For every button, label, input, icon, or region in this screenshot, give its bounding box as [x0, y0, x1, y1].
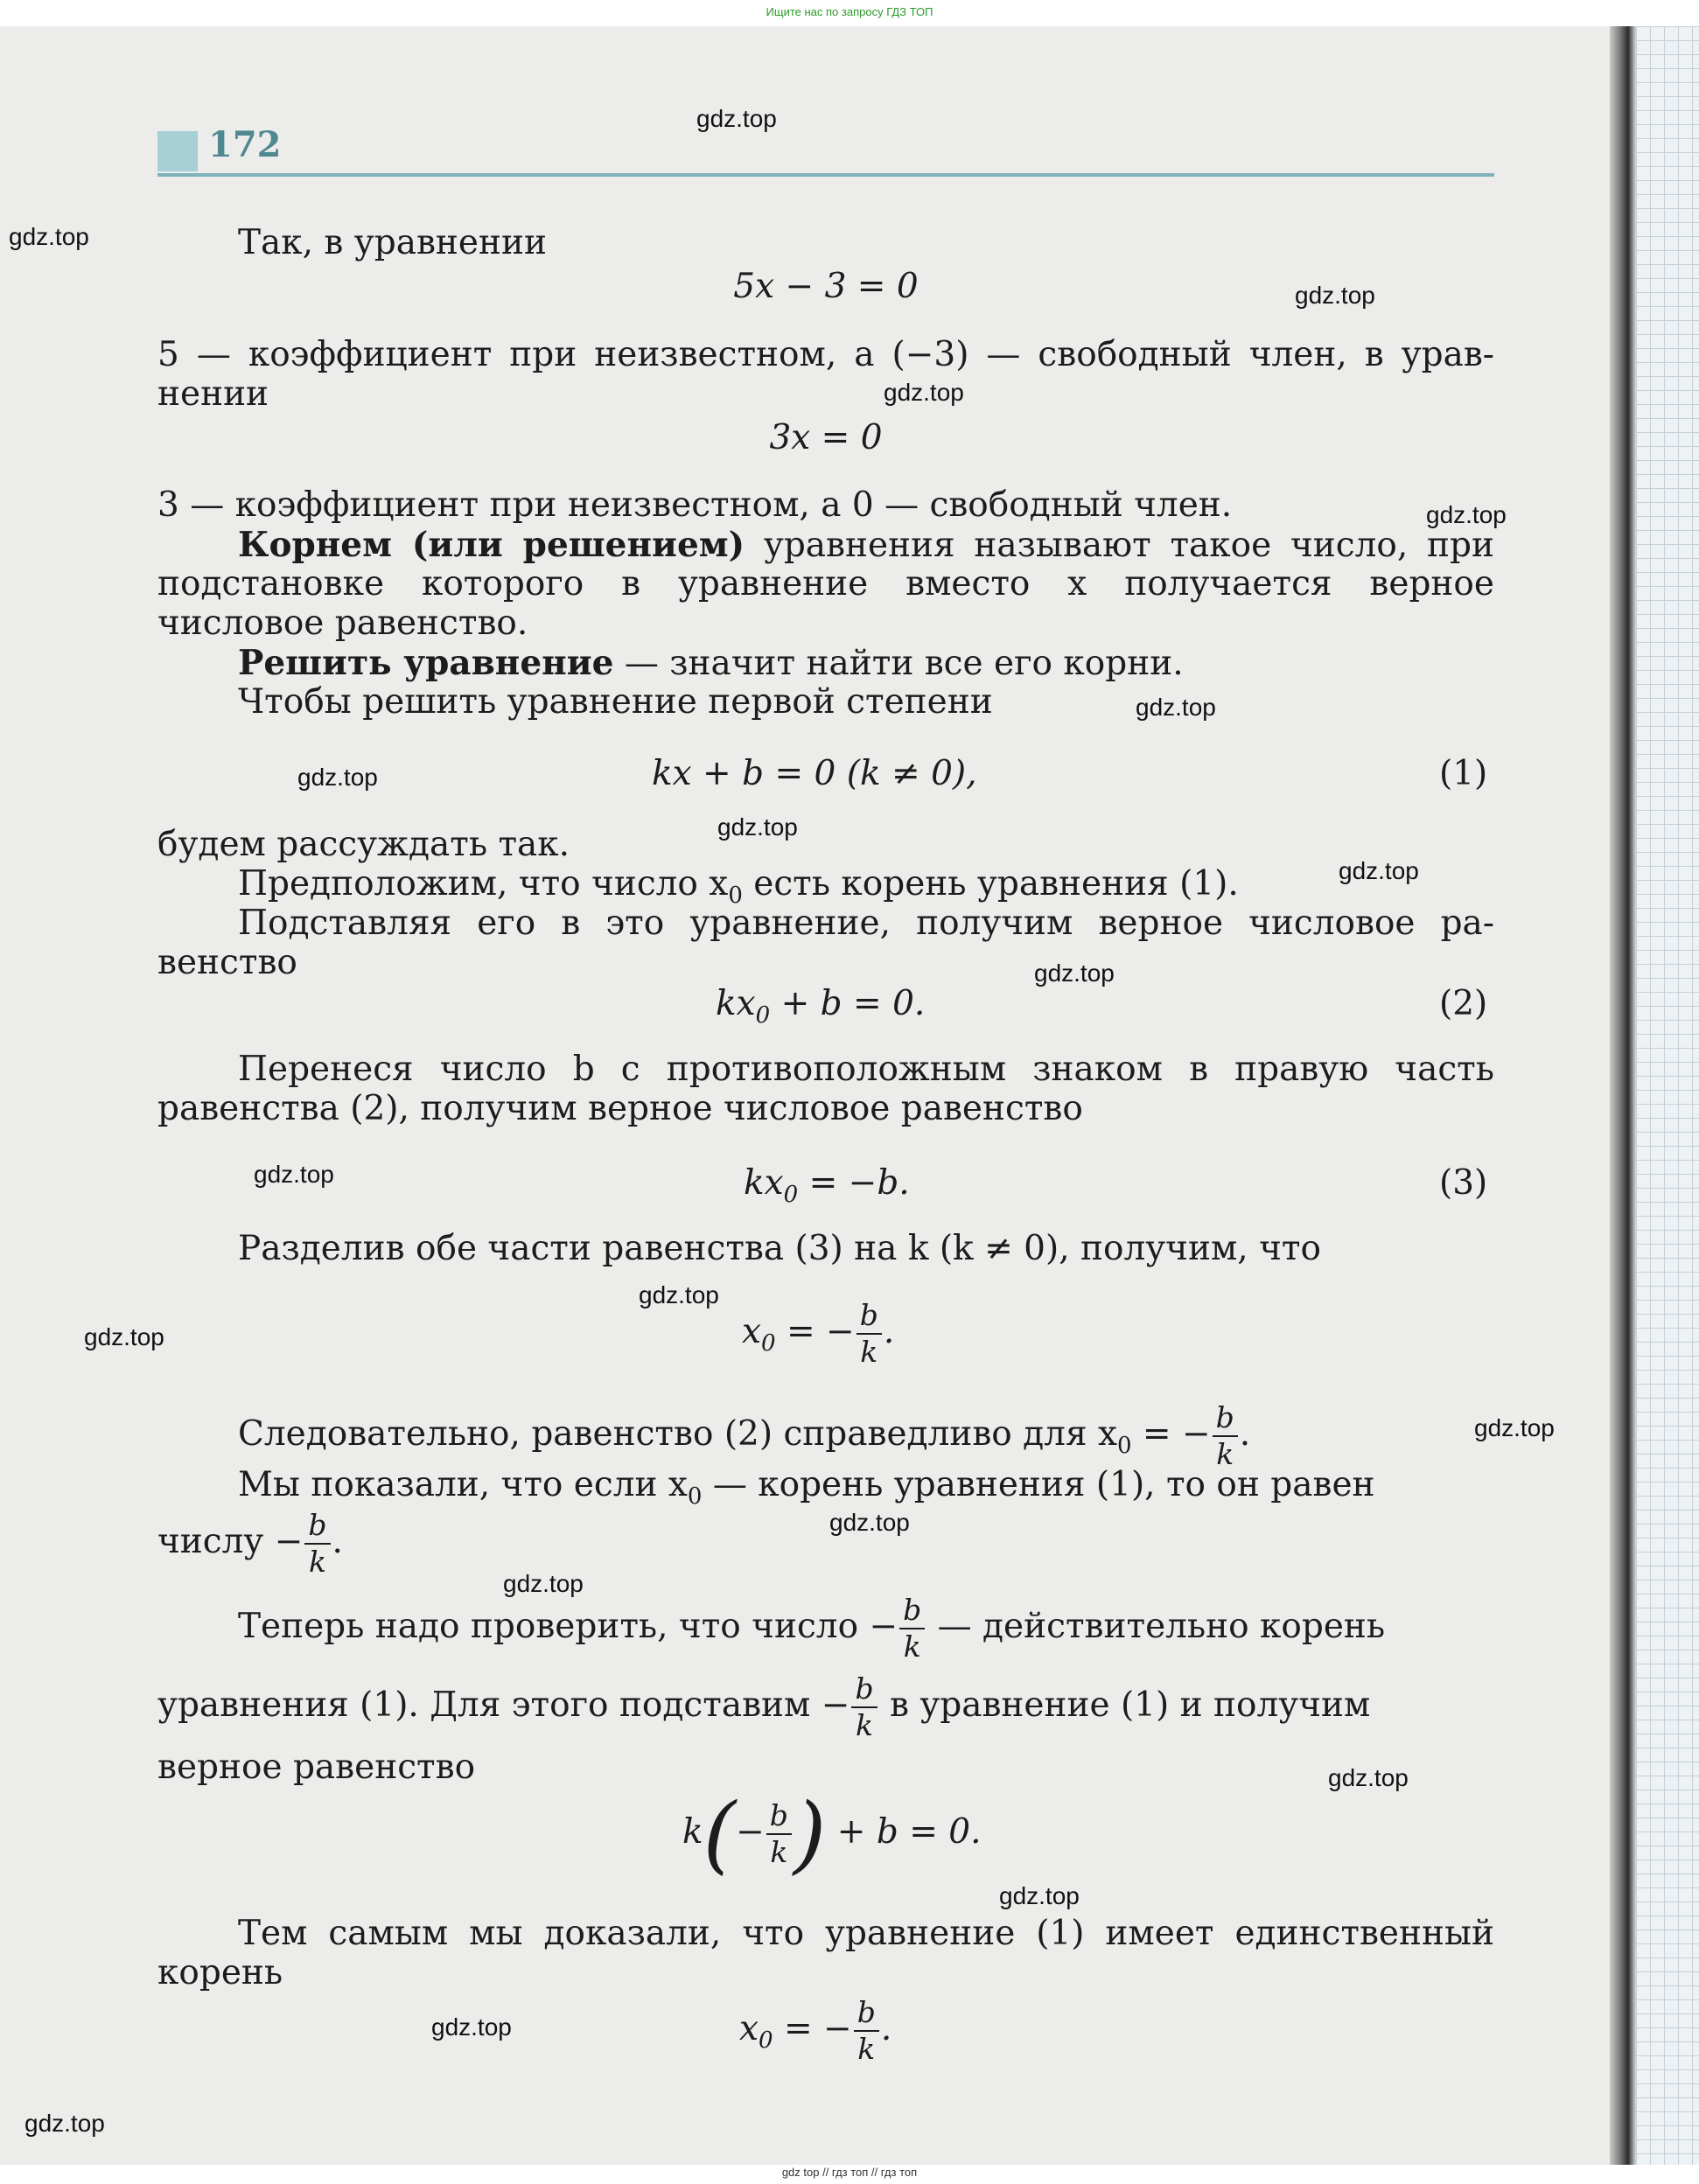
eq5-part-b: = −b.: [798, 1163, 910, 1203]
text-line-13: венство: [157, 943, 297, 982]
watermark: gdz.top: [639, 1281, 719, 1308]
equation-7: [682, 1784, 982, 1883]
equation-4: [716, 984, 925, 1036]
line-18-subscript: 0: [687, 1483, 703, 1510]
fraction-b-over-k: [851, 1671, 877, 1743]
eq6-subscript: 0: [761, 1329, 776, 1357]
eq7-k: k: [682, 1812, 703, 1852]
text-line-20: [238, 1587, 1385, 1666]
watermark: gdz.top: [1034, 959, 1115, 987]
watermark: gdz.top: [999, 1882, 1080, 1909]
watermark: gdz.top: [254, 1161, 334, 1188]
line-17-subscript: 0: [1116, 1432, 1132, 1459]
equation-3-number: (1): [1439, 754, 1488, 793]
line-17-period: .: [1239, 1414, 1251, 1454]
text-line-9: Чтобы решить уравнение первой степени: [238, 682, 993, 722]
eq8-subscript: 0: [759, 2027, 773, 2054]
text-line-7: числовое равенство.: [157, 604, 528, 643]
eq5-part-a: kx: [744, 1163, 784, 1203]
watermark: gdz.top: [717, 813, 798, 841]
page-edge-shadow: [1610, 26, 1636, 2165]
equation-8: [739, 1990, 891, 2080]
eq4-subscript: 0: [755, 1001, 771, 1029]
page-number-marker: [157, 131, 198, 171]
bottom-note: gdz top // гдз топ // гдз топ: [781, 2166, 918, 2179]
fraction-denominator: k: [851, 1706, 877, 1743]
watermark: gdz.top: [829, 1509, 910, 1536]
line-20-part-a: Теперь надо проверить, что число −: [238, 1607, 898, 1646]
eq6-equals-minus: = −: [775, 1312, 855, 1351]
fraction-numerator: b: [856, 1995, 876, 2029]
equation-5-number: (3): [1439, 1163, 1488, 1203]
eq6-x: x: [742, 1312, 761, 1351]
eq5-subscript: 0: [783, 1181, 799, 1208]
text-line-3: нении: [157, 374, 269, 414]
line-18-part-b: — корень уравнения (1), то он равен: [702, 1465, 1375, 1504]
fraction-b-over-k: [304, 1508, 330, 1580]
top-search-note: Ищите нас по запросу ГДЗ ТОП: [766, 5, 933, 18]
eq8-x: x: [739, 2009, 759, 2048]
watermark: gdz.top: [1328, 1764, 1409, 1791]
watermark: gdz.top: [696, 105, 777, 132]
watermark: gdz.top: [24, 2110, 105, 2137]
text-line-19: [157, 1503, 343, 1581]
line-17-part-a: Следовательно, равенство (2) справедливо для x: [238, 1414, 1117, 1454]
watermark: gdz.top: [9, 223, 89, 250]
fraction-denominator: k: [766, 1833, 792, 1870]
watermark: gdz.top: [297, 764, 378, 791]
eq7-right-paren: ): [793, 1785, 827, 1883]
equation-5: [744, 1163, 910, 1215]
fraction-denominator: k: [854, 2030, 879, 2067]
text-line-24: корень: [157, 1953, 283, 1992]
fraction-b-over-k: [854, 1995, 879, 2067]
text-line-22: верное равенство: [157, 1748, 476, 1787]
watermark: gdz.top: [431, 2013, 512, 2041]
eq7-minus: −: [736, 1812, 765, 1852]
fraction-denominator: k: [856, 1333, 882, 1370]
fraction-numerator: b: [308, 1508, 327, 1542]
fraction-b-over-k: [856, 1298, 882, 1370]
fraction-numerator: b: [769, 1798, 788, 1832]
definition-root-rest: уравнения называют такое число, при: [745, 526, 1494, 565]
line-19-part-a: числу −: [157, 1522, 304, 1561]
watermark: gdz.top: [1426, 501, 1507, 528]
watermark: gdz.top: [84, 1323, 164, 1350]
eq8-period: .: [880, 2009, 892, 2048]
text-line-23: Тем самым мы доказали, что уравнение (1) имеет единственный: [238, 1914, 1494, 1953]
watermark: gdz.top: [1474, 1414, 1555, 1441]
text-line-15: равенства (2), получим верное числовое равенство: [157, 1089, 1083, 1128]
fraction-numerator: b: [1215, 1400, 1234, 1434]
line-20-part-b: — действительно корень: [926, 1607, 1386, 1646]
equation-6: [742, 1293, 894, 1383]
fraction-denominator: k: [1213, 1435, 1238, 1472]
line-18-part-a: Мы показали, что если x: [238, 1465, 688, 1504]
definition-solve-rest: — значит найти все его корни.: [613, 644, 1184, 683]
term-root: Корнем (или решением): [238, 525, 745, 565]
watermark: gdz.top: [884, 379, 964, 406]
eq4-part-a: kx: [716, 984, 756, 1023]
line-19-period: .: [332, 1522, 343, 1561]
fraction-numerator: b: [855, 1671, 874, 1706]
equation-3: kx + b = 0 (k ≠ 0),: [652, 754, 977, 793]
equation-2: 3x = 0: [769, 418, 883, 457]
text-line-2: 5 — коэффициент при неизвестном, а (−3) — свободный член, в урав-: [157, 335, 1494, 374]
page-number: 172: [208, 124, 282, 165]
text-line-1: Так, в уравнении: [238, 223, 547, 262]
fraction-denominator: k: [899, 1628, 925, 1664]
line-11-subscript: 0: [728, 882, 743, 909]
text-line-21: [157, 1666, 1370, 1745]
equation-1: 5x − 3 = 0: [733, 267, 919, 306]
line-17-part-b: = −: [1131, 1414, 1211, 1454]
definition-solve: [238, 643, 1184, 684]
text-line-12: Подставляя его в это уравнение, получим верное числовое ра-: [238, 904, 1494, 943]
watermark: gdz.top: [1136, 694, 1216, 721]
text-line-10: будем рассуждать так.: [157, 825, 570, 864]
eq4-part-b: + b = 0.: [770, 984, 926, 1023]
eq8-equals-minus: = −: [773, 2009, 852, 2048]
fraction-b-over-k: [899, 1593, 925, 1664]
fraction-b-over-k: [1213, 1400, 1238, 1472]
fraction-b-over-k: [766, 1798, 792, 1870]
line-11-part-b: есть корень уравнения (1).: [742, 864, 1239, 904]
fraction-denominator: k: [304, 1543, 330, 1580]
eq6-period: .: [883, 1312, 895, 1351]
term-solve: Решить уравнение: [238, 643, 614, 683]
definition-root: [238, 525, 1494, 566]
line-21-part-a: уравнения (1). Для этого подставим −: [157, 1685, 850, 1725]
text-line-18: [238, 1465, 1375, 1517]
line-11-part-a: Предположим, что число x: [238, 864, 729, 904]
text-line-4: 3 — коэффициент при неизвестном, а 0 — свободный член.: [157, 485, 1233, 525]
equation-4-number: (2): [1439, 984, 1488, 1023]
header-rule: [157, 173, 1494, 177]
text-line-16: Разделив обе части равенства (3) на k (k ≠ 0), получим, что: [238, 1229, 1321, 1268]
watermark: gdz.top: [1339, 857, 1419, 884]
watermark: gdz.top: [1295, 282, 1375, 309]
fraction-numerator: b: [903, 1593, 922, 1627]
graph-paper-strip: [1636, 26, 1699, 2165]
fraction-numerator: b: [859, 1298, 878, 1332]
text-line-14: Перенеся число b с противоположным знаком в правую часть: [238, 1050, 1494, 1089]
eq7-left-paren: (: [703, 1785, 737, 1883]
text-line-6: подстановке которого в уравнение вместо x получается верное: [157, 564, 1494, 604]
eq7-rest: + b = 0.: [826, 1812, 982, 1852]
line-21-part-b: в уравнение (1) и получим: [878, 1685, 1371, 1725]
watermark: gdz.top: [503, 1570, 584, 1597]
